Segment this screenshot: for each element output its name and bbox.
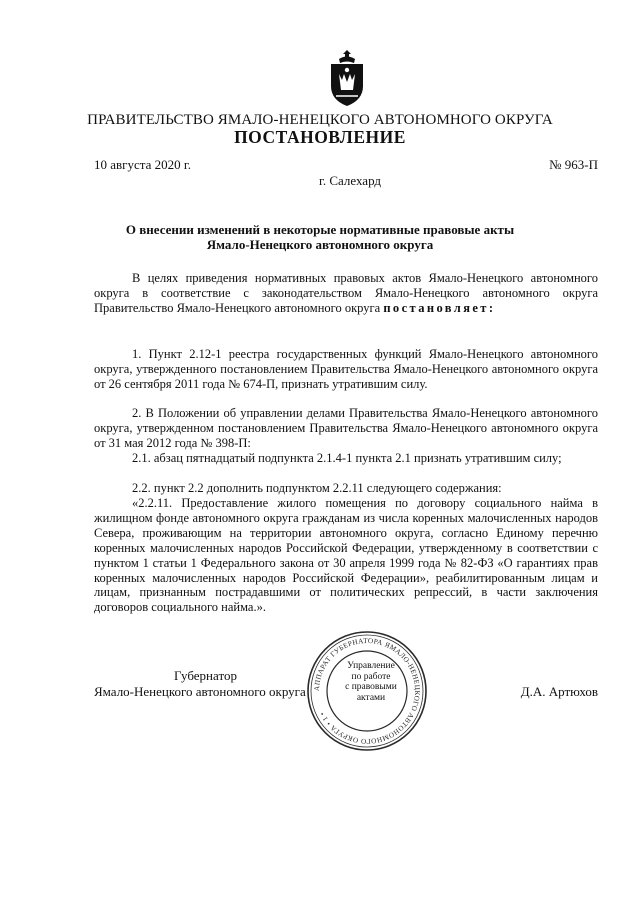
paragraph-2-2: 2.2. пункт 2.2 дополнить подпунктом 2.2.11 следующего содержания: — [132, 481, 502, 495]
document-city: г. Салехард — [318, 173, 382, 188]
stamp-ring-text: АППАРАТ ГУБЕРНАТОРА ЯМАЛО-НЕНЕЦКОГО АВТОНОМНОГО ОКРУГА • 1 • — [312, 636, 422, 746]
government-name: ПРАВИТЕЛЬСТВО ЯМАЛО-НЕНЕЦКОГО АВТОНОМНОГО ОКРУГА — [87, 112, 553, 128]
signatory-title: Губернатор — [174, 668, 237, 683]
stamp-line-3: с правовыми — [345, 682, 397, 692]
subject-line-2: Ямало-Ненецкого автономного округа — [206, 237, 434, 252]
stamp-line-4: актами — [356, 692, 386, 703]
coat-of-arms-icon — [326, 50, 368, 108]
stamp-line-1: Управление — [347, 661, 395, 671]
document-type: ПОСТАНОВЛЕНИЕ — [234, 127, 406, 147]
document-number: № 963-П — [549, 157, 598, 172]
intro-text: В целях приведения нормативных правовых актов Ямало-Ненецкого автономного округа в соответствие с законодательством Ямало-Ненецкого автономного округа Правительство Ямало-Ненецкого автономного округа — [94, 271, 598, 315]
signatory-region: Ямало-Ненецкого автономного округа — [94, 684, 306, 699]
paragraph-2-2-11: «2.2.11. Предоставление жилого помещения по договору социального найма в жилищном фонде автономного округа гражданам из числа коренных малочисленных народов Севера, проживающим на территории автономного округа, согласно Единому перечню коренных малочисленных народов Российской Федерации, утвержденному в соответствии с пунктом 1 статьи 1 Федерального закона от 30 апреля 1999 года № 82-ФЗ «О гарантиях прав коренных малочисленных народов Российской Федерации», реабилитированным лицам и лицам, признанным пострадавшими от политических репрессий, в части заключения договоров социального найма.». — [94, 496, 598, 615]
signatory-name: Д.А. Артюхов — [520, 684, 598, 699]
stamp-center-text — [342, 661, 400, 703]
document-date: 10 августа 2020 г. — [94, 157, 191, 172]
paragraph-2-1: 2.1. абзац пятнадцатый подпункта 2.1.4-1 пункта 2.1 признать утратившим силу; — [132, 451, 562, 465]
paragraph-2: 2. В Положении об управлении делами Правительства Ямало-Ненецкого автономного округа, утвержденном постановлением Правительства Ямало-Ненецкого автономного округа от 31 мая 2012 года № 398-П: — [94, 406, 598, 450]
resolves-word: постановляет: — [383, 300, 496, 315]
paragraph-1: 1. Пункт 2.12-1 реестра государственных функций Ямало-Ненецкого автономного округа, утвержденного постановлением Правительства Ямало-Ненецкого автономного округа от 26 сентября 2011 года № 674-П, признать утратившим силу. — [94, 347, 598, 391]
subject-line-1: О внесении изменений в некоторые нормативные правовые акты — [125, 222, 515, 237]
stamp-line-2: по работе — [351, 671, 391, 682]
intro-paragraph — [94, 271, 598, 316]
